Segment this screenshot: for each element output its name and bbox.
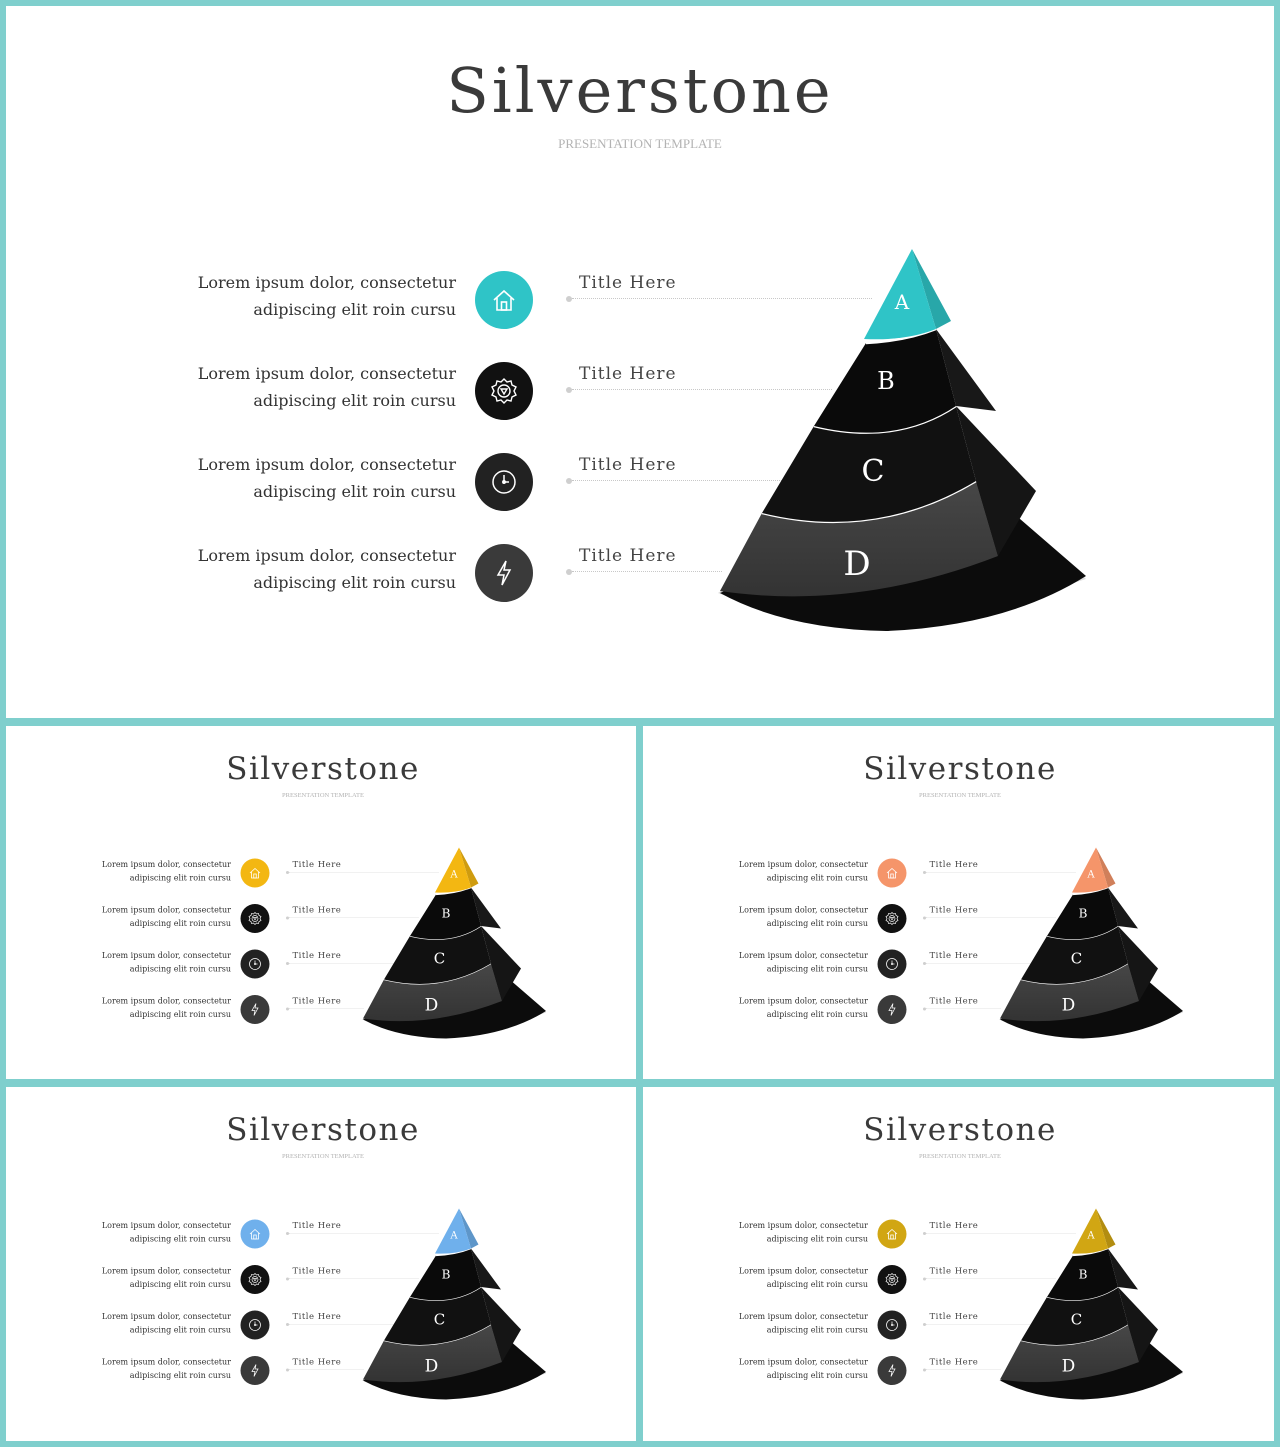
slide-thumb-1 [6,726,636,1079]
slide-thumb-3 [6,1087,636,1441]
row-description-line: Lorem ipsum dolor, consectetur [197,455,456,474]
row-description-line: Lorem ipsum dolor, consectetur [101,950,231,960]
row-description [81,858,231,885]
row-title: Title Here [292,950,342,961]
row-title: Title Here [929,1266,979,1276]
row-description-line: Lorem ipsum dolor, consectetur [738,859,868,869]
connector-dot [566,569,572,575]
label-c: C [1070,949,1083,968]
row-description-line: Lorem ipsum dolor, consectetur [101,1220,231,1230]
home-icon [241,859,270,888]
row-title: Title Here [929,1220,979,1231]
row-description-line: adipiscing elit roin cursu [129,918,231,928]
row-description [718,903,868,930]
gear-icon [475,362,533,420]
label-d: D [424,1356,439,1377]
row-description [718,949,868,976]
connector-dot [566,296,572,302]
row-description-line: Lorem ipsum dolor, consectetur [738,1311,868,1321]
slide-title: Silverstone [226,1111,420,1148]
gear-icon [878,904,907,933]
row-description-line: adipiscing elit roin cursu [253,482,456,501]
row-description [718,1264,868,1291]
slide-subtitle: PRESENTATION TEMPLATE [919,1152,1001,1160]
row-description [81,903,231,930]
label-c: C [433,1310,446,1329]
row-description-line: Lorem ipsum dolor, consectetur [197,546,456,565]
row-title: Title Here [292,996,342,1006]
pyramid-diagram [356,844,546,1044]
row-description-line: Lorem ipsum dolor, consectetur [738,950,868,960]
gear-icon [241,904,270,933]
row-description-line: Lorem ipsum dolor, consectetur [101,1266,231,1276]
label-b: B [1078,906,1088,921]
row-description-line: adipiscing elit roin cursu [253,573,456,592]
row-description [81,949,231,976]
slide-subtitle: PRESENTATION TEMPLATE [282,1152,364,1160]
row-description [156,269,456,323]
row-description-line: adipiscing elit roin cursu [129,873,231,883]
clock-icon [878,1311,907,1340]
row-title: Title Here [929,859,979,870]
slide-title: Silverstone [226,750,420,787]
pyramid-diagram [993,1205,1183,1405]
row-description-line: Lorem ipsum dolor, consectetur [101,1357,231,1367]
row-description-line: Lorem ipsum dolor, consectetur [738,1357,868,1367]
slide-thumb-4 [643,1087,1274,1441]
slide-title: Silverstone [446,54,834,127]
row-description-line: Lorem ipsum dolor, consectetur [738,1266,868,1276]
lightning-icon [878,995,907,1024]
connector-line [926,1009,1001,1010]
slide-main [6,6,1274,718]
lightning-icon [241,995,270,1024]
row-description [81,994,231,1021]
row-description-line: Lorem ipsum dolor, consectetur [197,364,456,383]
label-a: A [450,1230,458,1242]
home-icon [878,1220,907,1249]
home-icon [241,1220,270,1249]
gear-icon [241,1265,270,1294]
clock-icon [241,950,270,979]
row-title: Title Here [292,905,342,915]
label-c: C [433,949,446,968]
row-description-line: Lorem ipsum dolor, consectetur [101,1311,231,1321]
clock-icon [475,453,533,511]
row-description-line: adipiscing elit roin cursu [766,1234,868,1244]
home-icon [878,859,907,888]
connector-line [289,1009,364,1010]
row-title: Title Here [292,1266,342,1276]
row-title: Title Here [579,364,677,384]
slide-subtitle: PRESENTATION TEMPLATE [558,136,722,151]
gear-icon [878,1265,907,1294]
label-b: B [877,367,895,395]
label-b: B [441,906,451,921]
clock-icon [241,1311,270,1340]
row-title: Title Here [292,1311,342,1322]
connector-line [926,1370,1001,1371]
row-title: Title Here [292,1357,342,1367]
connector-dot [566,478,572,484]
slide-title: Silverstone [863,1111,1057,1148]
row-description-line: adipiscing elit roin cursu [129,964,231,974]
clock-icon [878,950,907,979]
row-description-line: adipiscing elit roin cursu [766,964,868,974]
label-b: B [441,1267,451,1282]
row-description [718,1310,868,1337]
row-description-line: adipiscing elit roin cursu [766,1325,868,1335]
row-description-line: adipiscing elit roin cursu [129,1370,231,1380]
row-title: Title Here [579,273,677,293]
row-description [718,994,868,1021]
row-title: Title Here [579,455,677,475]
row-title: Title Here [292,859,342,870]
row-description-line: adipiscing elit roin cursu [253,391,456,410]
label-c: C [1070,1310,1083,1329]
pyramid-diagram [356,1205,546,1405]
row-description-line: Lorem ipsum dolor, consectetur [738,996,868,1006]
row-title: Title Here [929,905,979,915]
slide-subtitle: PRESENTATION TEMPLATE [282,791,364,799]
row-title: Title Here [292,1220,342,1231]
row-description-line: adipiscing elit roin cursu [129,1279,231,1289]
row-description-line: Lorem ipsum dolor, consectetur [738,1220,868,1230]
home-icon [475,271,533,329]
row-description-line: adipiscing elit roin cursu [766,1370,868,1380]
slide-thumb-2 [643,726,1274,1079]
row-description-line: adipiscing elit roin cursu [766,1279,868,1289]
label-b: B [1078,1267,1088,1282]
row-description-line: adipiscing elit roin cursu [766,873,868,883]
label-d: D [424,995,439,1016]
row-description-line: Lorem ipsum dolor, consectetur [738,905,868,915]
row-description-line: Lorem ipsum dolor, consectetur [197,273,456,292]
row-description [81,1355,231,1382]
pyramid-diagram [706,241,1086,641]
lightning-icon [878,1356,907,1385]
row-description-line: adipiscing elit roin cursu [129,1009,231,1019]
label-d: D [1061,1356,1076,1377]
slide-subtitle: PRESENTATION TEMPLATE [919,791,1001,799]
label-c: C [861,454,885,489]
row-description-line: adipiscing elit roin cursu [253,300,456,319]
row-description [81,1310,231,1337]
row-description-line: adipiscing elit roin cursu [129,1325,231,1335]
row-title: Title Here [929,996,979,1006]
row-description-line: Lorem ipsum dolor, consectetur [101,996,231,1006]
pyramid-diagram [993,844,1183,1044]
row-description [718,858,868,885]
connector-line [572,571,722,572]
row-title: Title Here [929,1311,979,1322]
row-description [156,451,456,505]
label-a: A [1087,1230,1095,1242]
row-description-line: Lorem ipsum dolor, consectetur [101,859,231,869]
row-description [81,1219,231,1246]
label-a: A [450,869,458,881]
row-title: Title Here [929,950,979,961]
label-d: D [1061,995,1076,1016]
row-description [718,1219,868,1246]
row-description [156,360,456,414]
row-description-line: adipiscing elit roin cursu [766,1009,868,1019]
row-description-line: adipiscing elit roin cursu [766,918,868,928]
row-description [718,1355,868,1382]
connector-dot [566,387,572,393]
row-title: Title Here [579,546,677,566]
lightning-icon [475,544,533,602]
label-d: D [843,544,871,584]
connector-line [289,1370,364,1371]
row-description-line: adipiscing elit roin cursu [129,1234,231,1244]
row-description [156,542,456,596]
lightning-icon [241,1356,270,1385]
row-description [81,1264,231,1291]
row-description-line: Lorem ipsum dolor, consectetur [101,905,231,915]
label-a: A [894,290,910,314]
label-a: A [1087,869,1095,881]
slide-title: Silverstone [863,750,1057,787]
row-title: Title Here [929,1357,979,1367]
